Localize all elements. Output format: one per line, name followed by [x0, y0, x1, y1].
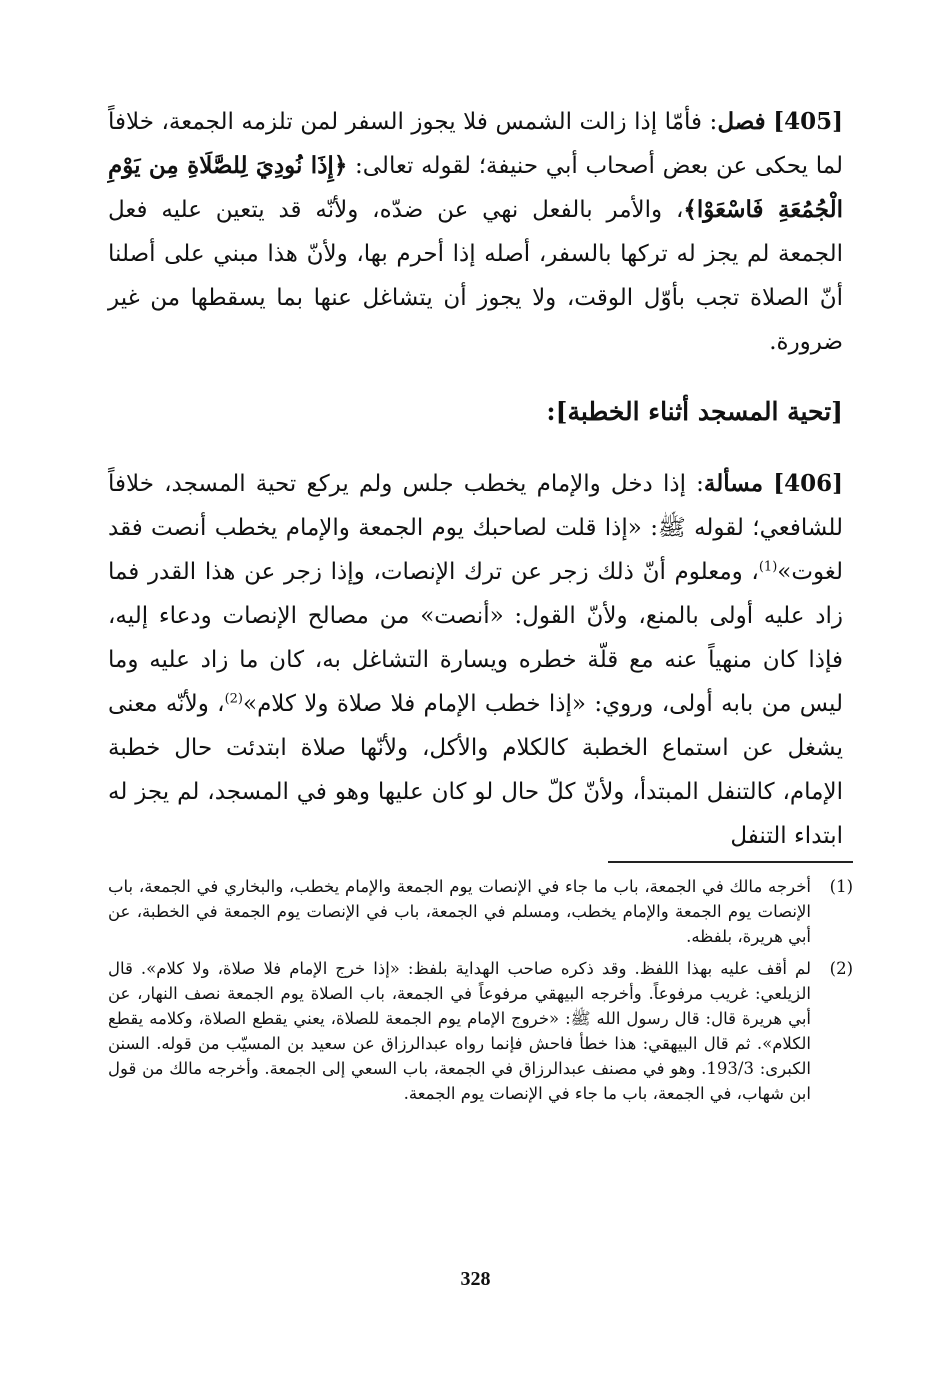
footnote-ref: (2): [224, 691, 243, 707]
paragraph-number: [405]: [773, 108, 844, 135]
paragraph-text: ، ولأنّه معنى يشغل عن استماع الخطبة كالكلام والأكل، ولأنّها صلاة ابتدئت حال خطبة الإمام، كالتنفل المبتدأ، ولأنّ كلّ حال لو كان عليها وهو في المسجد، لم يجز له ابتداء التنفل: [108, 691, 843, 849]
footnote-divider: [608, 861, 853, 863]
paragraph-406: [108, 462, 843, 858]
footnote-text: أخرجه مالك في الجمعة، باب ما جاء في الإنصات يوم الجمعة والإمام يخطب، والبخاري في الجمعة، باب الإنصات يوم الجمعة والإمام يخطب، ومسلم في الجمعة، باب في الإنصات يوم الجمعة في الخطبة، عن أبي هريرة، بلفظه.: [108, 877, 811, 946]
footnote: [108, 874, 853, 949]
footnote: [108, 956, 853, 1106]
footnote-text: لم أقف عليه بهذا اللفظ. وقد ذكره صاحب الهداية بلفظ: «إذا خرج الإمام فلا صلاة، ولا كلام». قال الزيلعي: غريب مرفوعاً. وأخرجه البيهقي مرفوعاً في الجمعة، باب الصلاة يوم الجمعة نصف النهار، عن أبي هريرة قال: قال رسول الله ﷺ: «خروج الإمام يوم الجمعة للصلاة، يعني يقطع الصلاة، وكلامه يقطع الكلام». ثم قال البيهقي: هذا خطأ فاحش فإنما رواه عبدالرزاق عن سعيد بن المسيّب من قوله. السنن الكبرى: 193/3. وهو في مصنف عبدالرزاق في الجمعة، باب السعي إلى الجمعة. وأخرجه مالك من قول ابن شهاب، في الجمعة، باب ما جاء في الإنصات يوم الجمعة.: [108, 959, 811, 1103]
paragraph-text: : إذا دخل والإمام يخطب جلس ولم يركع تحية المسجد، خلافاً للشافعي؛ لقوله ﷺ: «إذا قلت لصاحبك يوم الجمعة والإمام يخطب أنصت فقد لغوت»: [108, 471, 843, 585]
section-keyword: مسألة: [703, 470, 764, 497]
paragraph-text: : فأمّا إذا زالت الشمس فلا يجوز السفر لمن تلزمه الجمعة، خلافاً لما يحكى عن بعض أصحاب أبي حنيفة؛ لقوله تعالى:: [108, 109, 844, 179]
paragraph-text: ، ومعلوم أنّ ذلك زجر عن ترك الإنصات، وإذا زجر عن هذا القدر فما زاد عليه أولى بالمنع، ولأنّ القول: «أنصت» من مصالح الإنصات ودعاء إليه، فإذا كان منهياً عنه مع قلّة خطره ويسارة التشاغل به، كان ما زاد عليه وما ليس من بابه أولى، وروي: «إذا خطب الإمام فلا صلاة ولا كلام»: [108, 559, 844, 717]
quran-quote: ﴿إِذَا نُودِيَ لِلصَّلَاةِ مِن يَوْمِ الْجُمُعَةِ فَاسْعَوْا﴾: [108, 152, 843, 223]
paragraph-text: ، والأمر بالفعل نهي عن ضدّه، ولأنّه قد يتعين عليه فعل الجمعة لم يجز له تركها بالسفر، أصله إذا أحرم بها، ولأنّ هذا مبني على أصلنا أنّ الصلاة تجب بأوّل الوقت، ولا يجوز أن يتشاغل عنها بما يسقطها من غير ضرورة.: [108, 197, 843, 355]
footnote-ref: (1): [758, 559, 778, 575]
footnote-number: (1): [829, 877, 853, 896]
page-number: 328: [460, 1268, 491, 1290]
section-heading: [تحية المسجد أثناء الخطبة]:: [546, 397, 843, 426]
paragraph-405: [108, 100, 843, 364]
paragraph-number: [406]: [773, 470, 843, 497]
section-keyword: فصل: [717, 108, 766, 135]
footnote-number: (2): [829, 959, 853, 978]
footnotes: [108, 874, 853, 1106]
